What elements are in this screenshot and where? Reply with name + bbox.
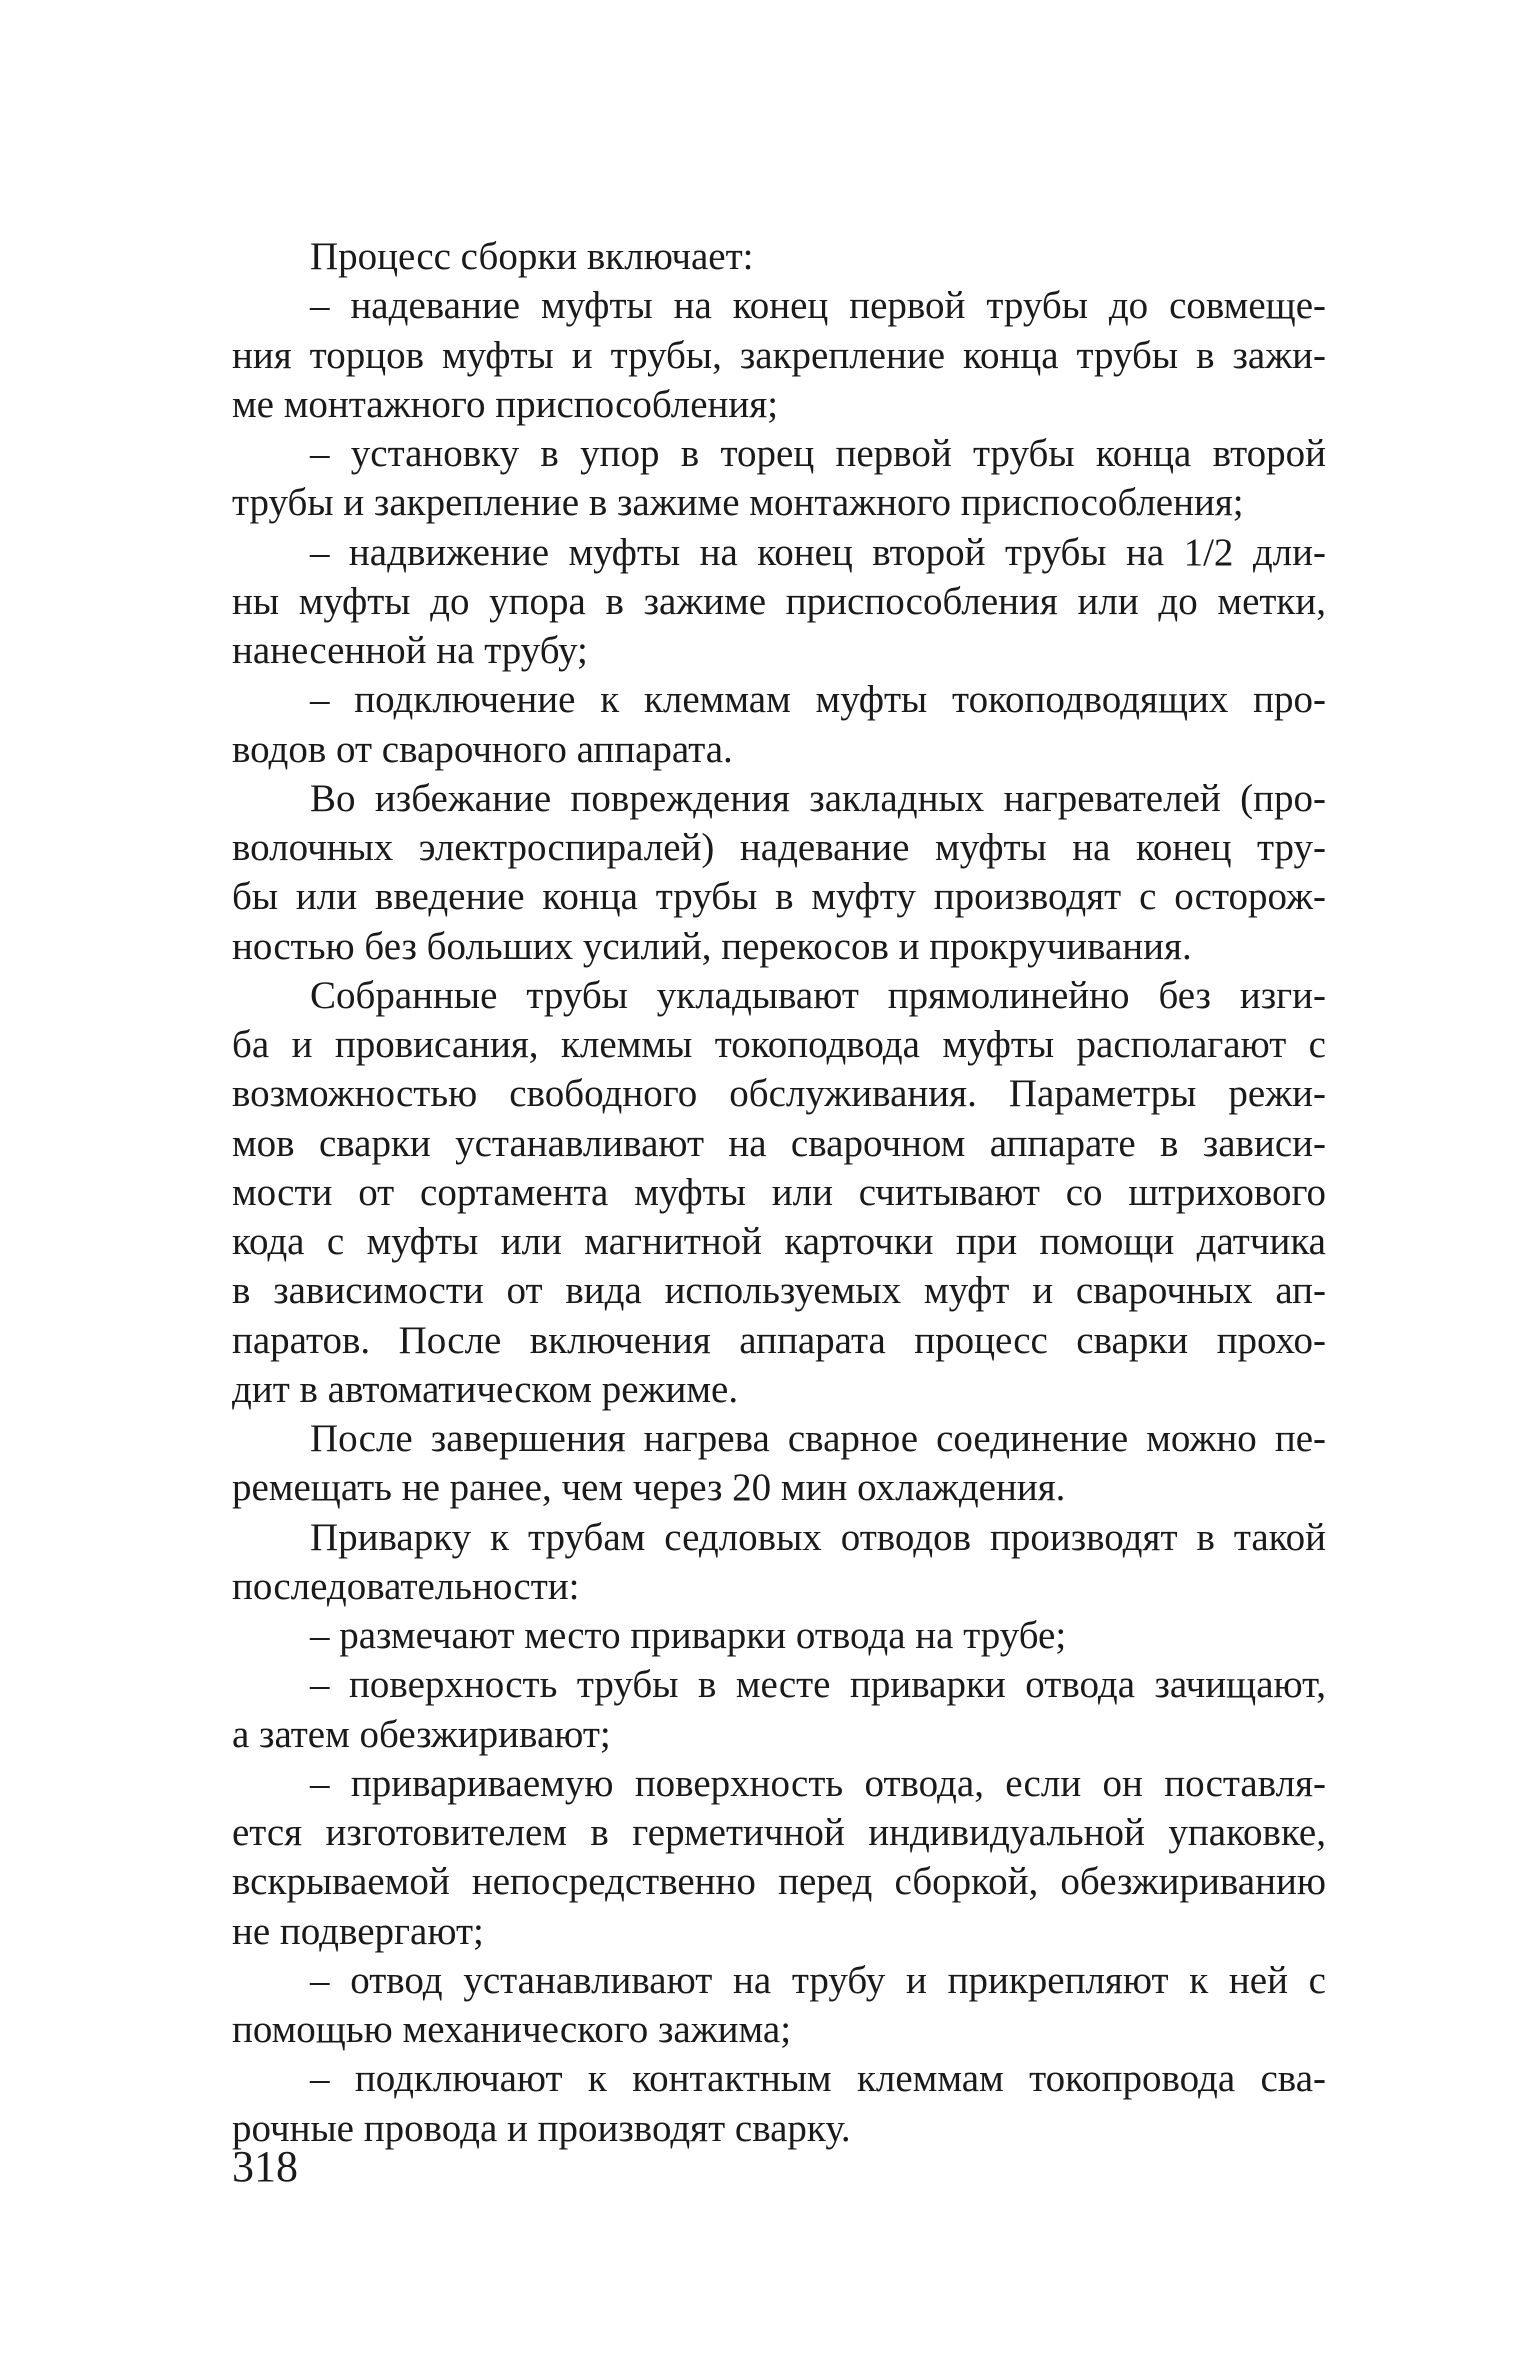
text-line: в зависимости от вида используемых муфт и сварочных ап- bbox=[232, 1269, 1326, 1313]
text-line: паратов. После включения аппарата процесс сварки прохо- bbox=[232, 1318, 1326, 1362]
text-line: ны муфты до упора в зажиме приспособления или до метки, bbox=[232, 579, 1326, 623]
text-line: последовательности: bbox=[232, 1564, 580, 1608]
text-line: ется изготовителем в герметичной индивидуальной упаковке, bbox=[232, 1811, 1326, 1854]
text-line: рочные провода и производят сварку. bbox=[232, 2106, 851, 2150]
text-line: трубы и закрепление в зажиме монтажного приспособления; bbox=[232, 481, 1244, 525]
text-line: дит в автоматическом режиме. bbox=[232, 1367, 739, 1411]
text-line: Процесс сборки включает: bbox=[310, 235, 754, 278]
paragraph bbox=[232, 1414, 1326, 1513]
text-line: – привариваемую поверхность отвода, если он поставля- bbox=[310, 1761, 1326, 1805]
text-line: – отвод устанавливают на трубу и прикрепляют к ней с bbox=[310, 1958, 1326, 2002]
page-number: 318 bbox=[232, 2142, 298, 2191]
text-line: – подключают к контактным клеммам токопровода сва- bbox=[310, 2057, 1326, 2101]
text-line: а затем обезжиривают; bbox=[232, 1712, 611, 1756]
text-line: ме монтажного приспособления; bbox=[232, 382, 779, 426]
text-line: ния торцов муфты и трубы, закрепление конца трубы в зажи- bbox=[232, 333, 1326, 377]
text-line: волочных электроспиралей) надевание муфты на конец тру- bbox=[232, 826, 1326, 869]
paragraph bbox=[232, 774, 1326, 971]
text-line: Во избежание повреждения закладных нагревателей (про- bbox=[310, 776, 1326, 820]
text-line: – подключение к клеммам муфты токоподводящих про- bbox=[310, 678, 1326, 722]
text-line: – размечают место приварки отвода на трубе; bbox=[310, 1614, 1067, 1657]
paragraph bbox=[232, 429, 1326, 528]
text-line: не подвергают; bbox=[232, 1909, 484, 1953]
text-line: – поверхность трубы в месте приварки отвода зачищают, bbox=[310, 1663, 1326, 1707]
text-line: Приварку к трубам седловых отводов производят в такой bbox=[310, 1515, 1326, 1559]
text-line: вскрываемой непосредственно перед сборкой, обезжириванию bbox=[232, 1860, 1326, 1904]
text-line: ба и провисания, клеммы токоподвода муфты располагают с bbox=[232, 1023, 1326, 1066]
text-line: После завершения нагрева сварное соединение можно пе- bbox=[310, 1417, 1326, 1460]
paragraph bbox=[232, 675, 1326, 774]
paragraph bbox=[232, 1660, 1326, 1759]
text-line: кода с муфты или магнитной карточки при помощи датчика bbox=[232, 1220, 1326, 1263]
paragraph bbox=[232, 971, 1326, 1414]
paragraph bbox=[232, 1611, 1326, 1660]
paragraph bbox=[232, 1759, 1326, 1956]
text-line: Собранные трубы укладывают прямолинейно без изги- bbox=[310, 973, 1326, 1017]
text-line: ностью без больших усилий, перекосов и прокручивания. bbox=[232, 924, 1192, 968]
paragraph bbox=[232, 281, 1326, 429]
paragraph bbox=[232, 232, 1326, 281]
text-line: водов от сварочного аппарата. bbox=[232, 727, 733, 771]
text-line: мов сварки устанавливают на сварочном аппарате в зависи- bbox=[232, 1121, 1326, 1165]
text-line: мости от сортамента муфты или считывают со штрихового bbox=[232, 1170, 1326, 1214]
paragraph bbox=[232, 1513, 1326, 1612]
text-line: ремещать не ранее, чем через 20 мин охлаждения. bbox=[232, 1466, 1066, 1510]
text-line: возможностью свободного обслуживания. Параметры режи- bbox=[232, 1072, 1326, 1116]
paragraph bbox=[232, 1956, 1326, 2055]
paragraph bbox=[232, 2054, 1326, 2153]
paragraph bbox=[232, 528, 1326, 676]
text-line: – надевание муфты на конец первой трубы до совмеще- bbox=[310, 284, 1326, 328]
text-line: нанесенной на трубу; bbox=[232, 629, 588, 672]
text-line: – надвижение муфты на конец второй трубы на 1/2 дли- bbox=[310, 530, 1326, 574]
text-line: – установку в упор в торец первой трубы конца второй bbox=[310, 432, 1326, 475]
text-line: помощью механического зажима; bbox=[232, 2008, 792, 2051]
body-text bbox=[232, 232, 1326, 2153]
text-line: бы или введение конца трубы в муфту производят с осторож- bbox=[232, 875, 1326, 919]
